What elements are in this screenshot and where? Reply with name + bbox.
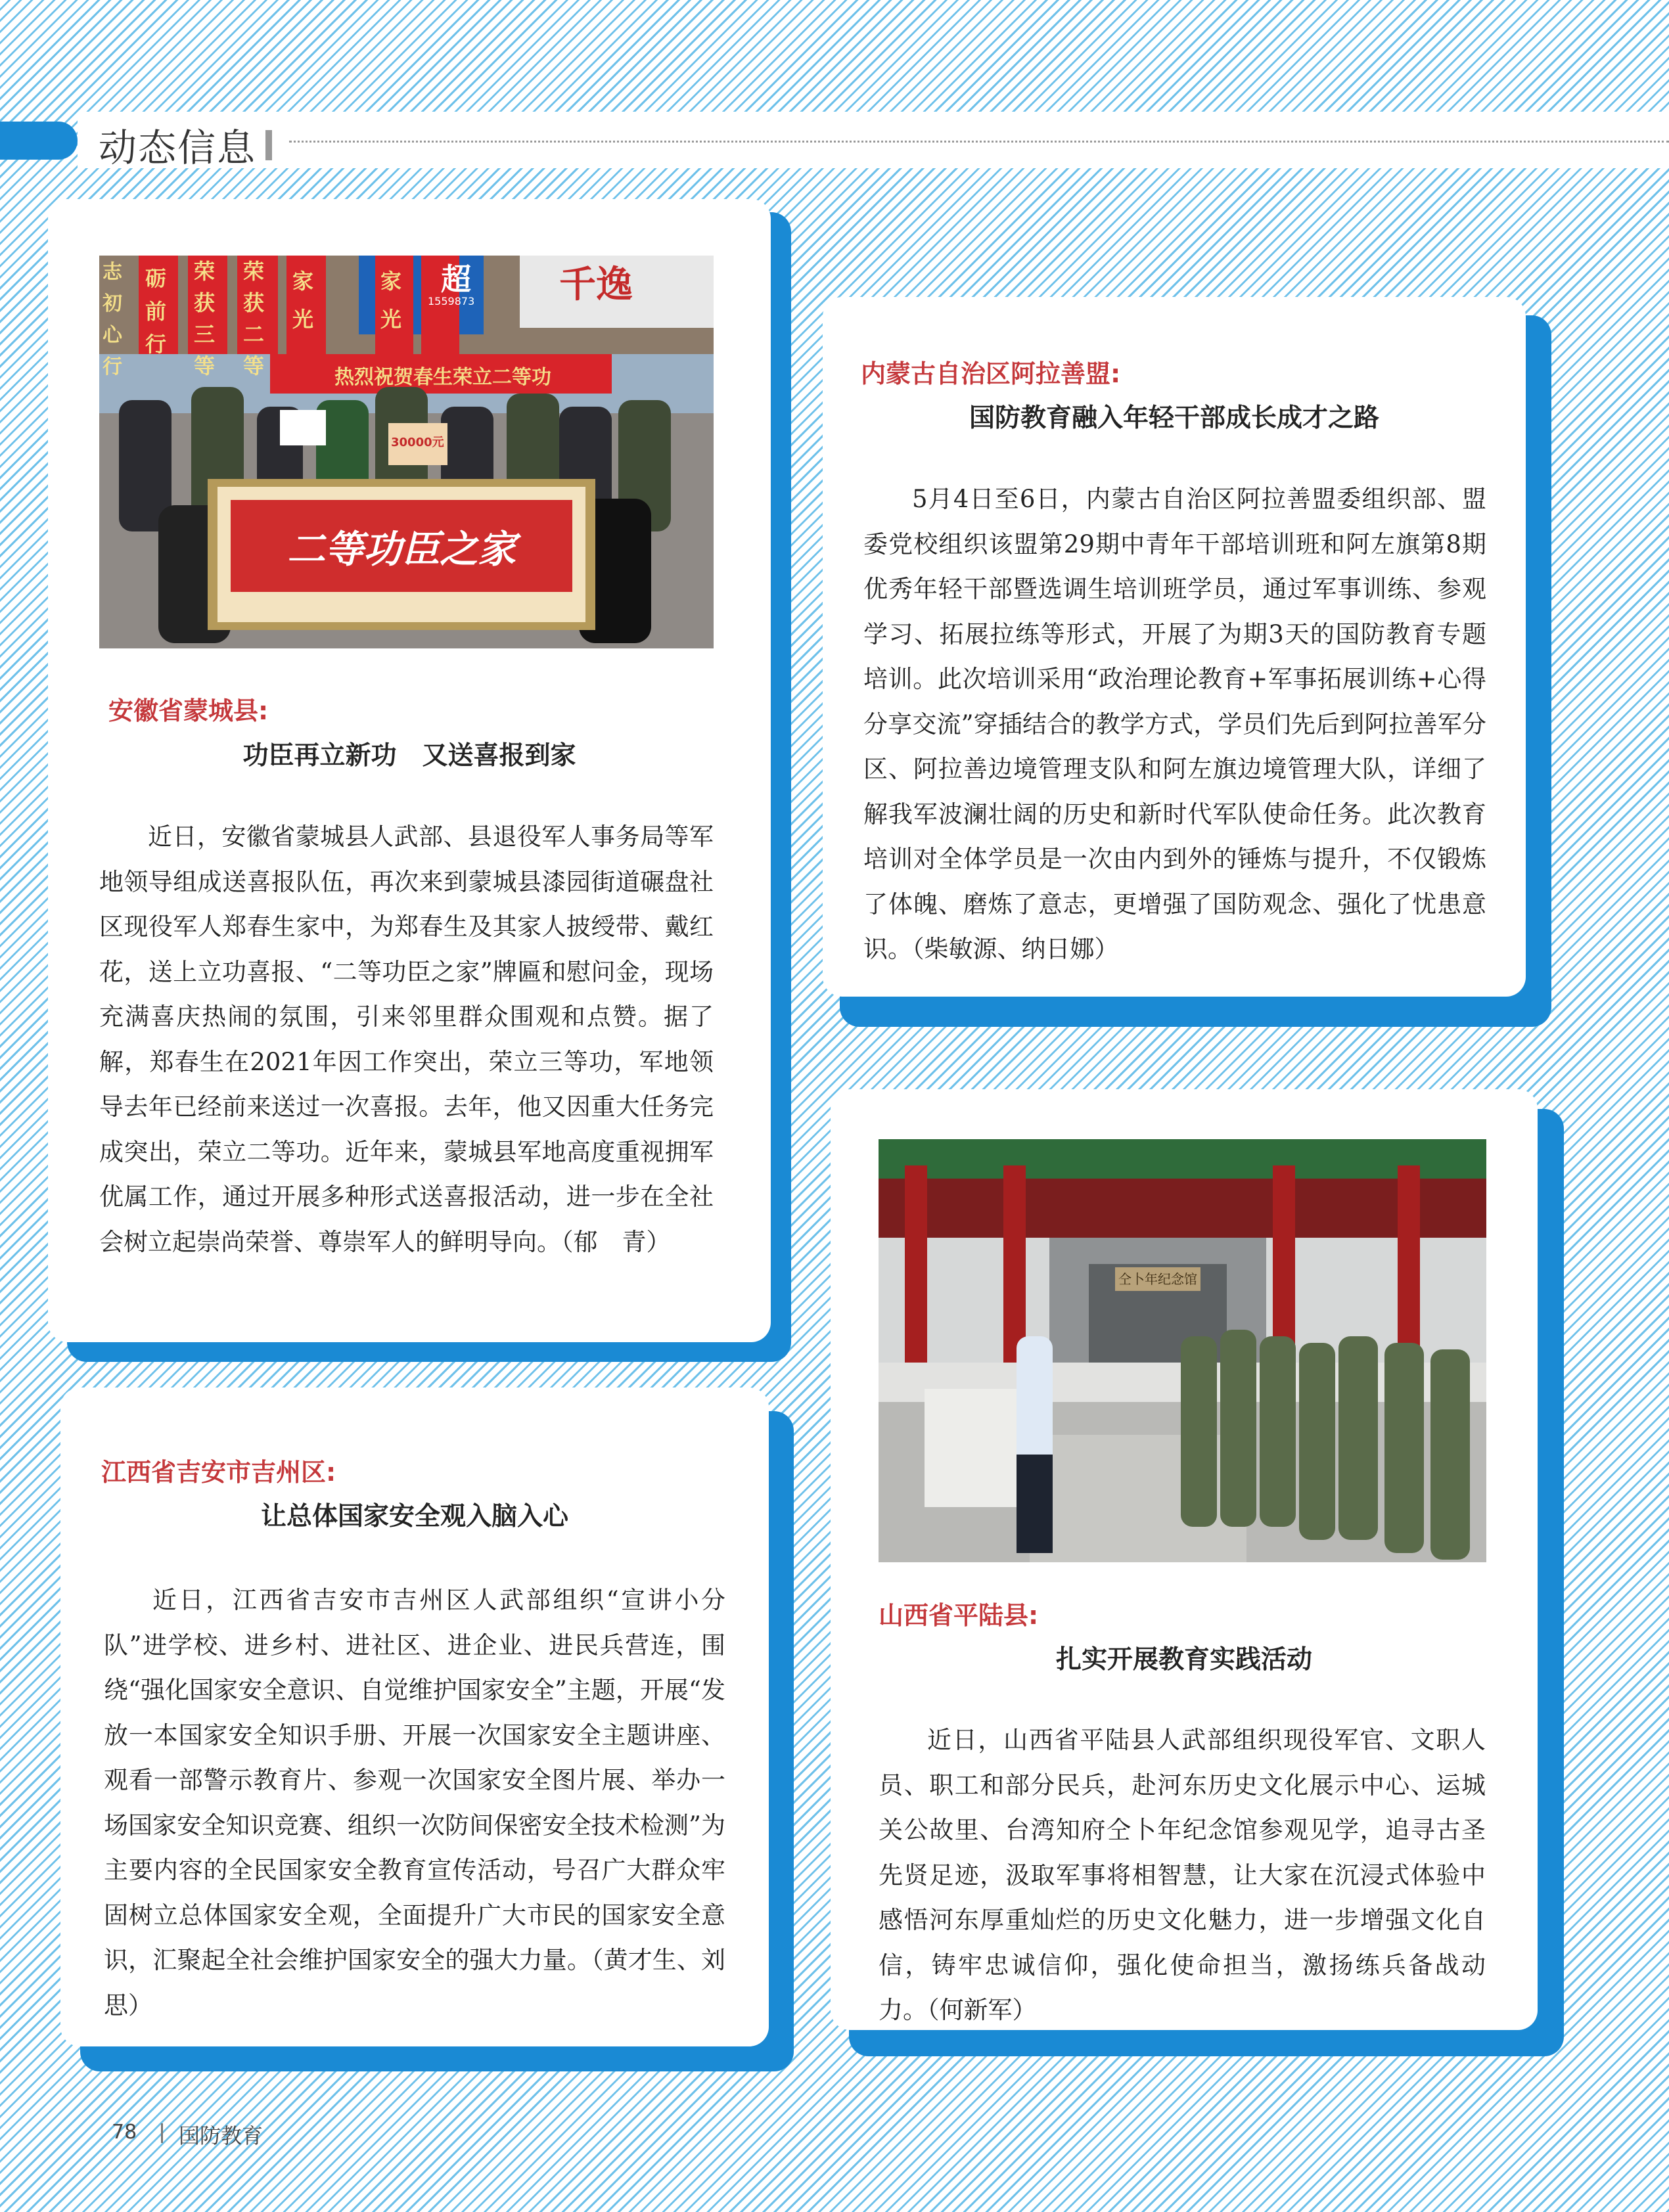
photo-award-ceremony	[99, 256, 714, 648]
section-title: 动态信息	[99, 125, 257, 170]
shop-sign: 超	[441, 261, 471, 297]
red-sign-text-4: 荣获二等	[243, 259, 265, 378]
article-body-text: 近日，江西省吉安市吉州区人武部组织“宣讲小分队”进学校、进乡村、进社区、进企业、进民兵营连，围绕“强化国家安全意识、自觉维护国家安全”主题，开展“发放一本国家安全知识手册、开展一次国家安全主题讲座、观看一部警示教育片、参观一次国家安全图片展、举办一场国家安全知识竞赛、组织一次防间保密安全技术检测”为主要内容的全民国家安全教育宣传活动，号召广大群众牢固树立总体国家安全观，全面提升广大市民的国家安全意识，汇聚起全社会维护国家安全的强大力量。	[104, 1586, 725, 1974]
article-credit: （郁 青）	[561, 1227, 671, 1256]
red-sign-text-6: 家光	[380, 269, 402, 332]
article-headline: 扎实开展教育实践活动	[1055, 1645, 1312, 1675]
header-background	[78, 112, 1669, 168]
article-body	[99, 815, 714, 1265]
red-sign-text-5: 家光	[292, 269, 314, 332]
article-card-neimenggu	[823, 297, 1526, 997]
article-body-text: 5月4日至6日，内蒙古自治区阿拉善盟委组织部、盟委党校组织该盟第29期中青年干部培训班和阿左旗第8期优秀年轻干部暨选调生培训班学员，通过军事训练、参观学习、拓展拉练等形式，开展了为期3天的国防教育专题培训。此次培训采用“政治理论教育+军事拓展训练+心得分享交流”穿插结合的教学方式，学员们先后到阿拉善军分区、阿拉善边境管理支队和阿左旗边境管理大队，详细了解我军波澜壮阔的历史和新时代军队使命任务。此次教育培训对全体学员是一次由内到外的锤炼与提升，不仅锻炼了体魄、磨炼了意志，更增强了国防观念、强化了忧患意识。	[863, 485, 1486, 963]
shop-sign-right: 千逸	[559, 263, 633, 306]
region-label: 江西省吉安市吉州区:	[101, 1458, 336, 1487]
magazine-name: 国防教育	[179, 2123, 263, 2148]
article-card-anhui	[48, 199, 771, 1342]
red-sign-text-1: 志初心行	[103, 261, 122, 378]
article-body-text: 近日，安徽省蒙城县人武部、县退役军人事务局等军地领导组成送喜报队伍，再次来到蒙城县漆园街道碾盘社区现役军人郑春生家中，为郑春生及其家人披绶带、戴红花，送上立功喜报、“二等功臣之家”牌匾和慰问金，现场充满喜庆热闹的氛围，引来邻里群众围观和点赞。据了解，郑春生在2021年因工作突出，荣立三等功，军地领导去年已经前来送过一次喜报。去年，他又因重大任务完成突出，荣立二等功。近年来，蒙城县军地高度重视拥军优属工作，通过开展多种形式送喜报活动，进一步在全社会树立起崇尚荣誉、尊崇军人的鲜明导向。	[99, 823, 714, 1256]
article-body-text: 近日，山西省平陆县人武部组织现役军官、文职人员、职工和部分民兵，赴河东历史文化展示中心、运城关公故里、台湾知府仝卜年纪念馆参观见学，追寻古圣先贤足迹，汲取军事将相智慧，让大家在沉浸式体验中感悟河东厚重灿烂的历史文化魅力，进一步增强文化自信，铸牢忠诚信仰，强化使命担当，激扬练兵备战动力。	[879, 1726, 1486, 2024]
article-credit: （何新军）	[927, 1996, 1037, 2024]
article-body	[879, 1718, 1486, 2030]
section-title-separator	[265, 130, 272, 160]
article-credit: （柴敏源、纳日娜）	[912, 935, 1119, 963]
article-headline: 国防教育融入年轻干部成长成才之路	[969, 403, 1379, 433]
memorial-gate-sign: 仝卜年纪念馆	[1118, 1271, 1197, 1287]
plaque-inscription: 二等功臣之家	[286, 527, 516, 572]
photo-memorial-visit	[879, 1139, 1486, 1562]
region-label: 山西省平陆县:	[879, 1601, 1039, 1630]
red-sign-text-3: 荣获三等	[194, 259, 216, 378]
section-marker-bar	[0, 122, 78, 160]
prize-board-amount: 30000元	[391, 436, 444, 449]
article-body	[863, 477, 1486, 972]
region-label: 安徽省蒙城县:	[108, 696, 269, 725]
congratulation-banner: 热烈祝贺春生荣立二等功	[334, 366, 551, 389]
article-card-jiangxi	[60, 1388, 769, 2046]
article-headline: 让总体国家安全观入脑入心	[260, 1502, 568, 1531]
page-number: 78	[112, 2121, 137, 2144]
article-credit: （黄才生、刘 思）	[104, 1946, 750, 2020]
shop-phone: 1559873	[428, 295, 475, 307]
region-label: 内蒙古自治区阿拉善盟:	[861, 359, 1121, 388]
footer-separator	[161, 2123, 163, 2143]
memorial-visit-illustration	[879, 1139, 1486, 1562]
header-dotted-rule	[289, 141, 1669, 143]
article-body	[104, 1578, 750, 2028]
red-sign-text-2: 砺前行	[145, 266, 167, 357]
article-headline: 功臣再立新功 又送喜报到家	[242, 741, 576, 771]
article-card-shanxi	[831, 1089, 1538, 2030]
